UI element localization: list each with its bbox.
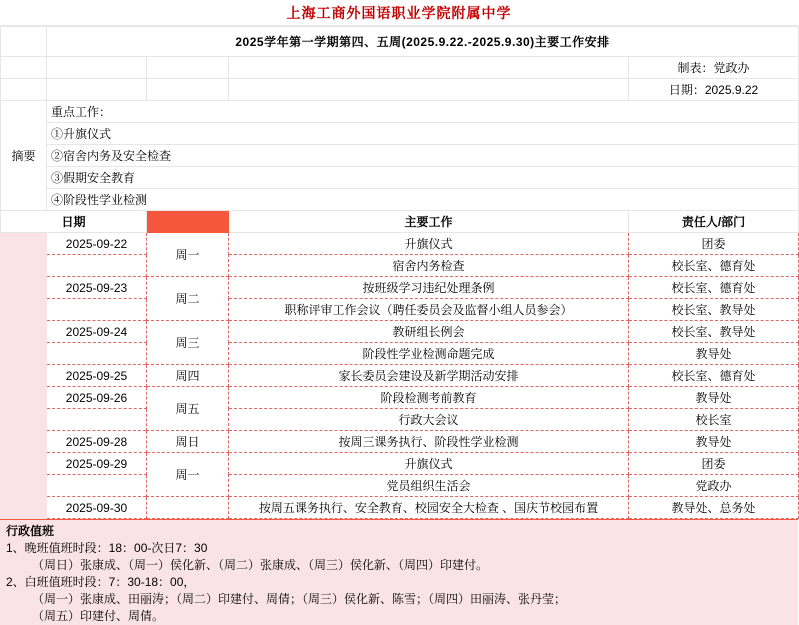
table-row xyxy=(1,431,799,453)
column-header-work: 主要工作 xyxy=(229,211,629,233)
row-gutter xyxy=(1,277,47,299)
table-row xyxy=(1,299,799,321)
duty-line: （周日）张康成、（周一）侯化新、（周二）张康成、（周三）侯化新、（周四）印建付。 xyxy=(32,558,489,572)
cell-owner: 校长室、德育处 xyxy=(629,365,799,387)
spacer-cell xyxy=(1,79,47,101)
cell-week: 周五 xyxy=(147,387,229,431)
cell-date xyxy=(47,255,147,277)
cell-week: 周一 xyxy=(147,453,229,497)
abstract-row-3 xyxy=(1,145,799,167)
cell-owner: 党政办 xyxy=(629,475,799,497)
column-header-spacer xyxy=(147,211,229,233)
table-row xyxy=(1,453,799,475)
duty-line: （周五）印建付、周倩。 xyxy=(32,609,165,623)
cell-work: 升旗仪式 xyxy=(229,453,629,475)
table-row xyxy=(1,387,799,409)
row-gutter xyxy=(1,475,47,497)
cell-date xyxy=(47,475,147,497)
abstract-line: 重点工作： xyxy=(47,101,799,123)
row-gutter xyxy=(1,343,47,365)
row-gutter xyxy=(1,365,47,387)
cell-week: 周四 xyxy=(147,365,229,387)
abstract-label: 摘要 xyxy=(1,101,47,211)
cell-work: 宿舍内务检查 xyxy=(229,255,629,277)
spacer-cell xyxy=(147,57,229,79)
cell-work: 行政大会议 xyxy=(229,409,629,431)
cell-owner: 校长室、教导处 xyxy=(629,321,799,343)
cell-date: 2025-09-30 xyxy=(47,497,147,519)
table-row xyxy=(1,475,799,497)
school-title-bar xyxy=(0,0,798,26)
spacer-cell xyxy=(229,79,629,101)
cell-date: 2025-09-25 xyxy=(47,365,147,387)
cell-work: 按班级学习违纪处理条例 xyxy=(229,277,629,299)
row-gutter xyxy=(1,233,47,255)
page-title: 上海工商外国语职业学院附属中学 xyxy=(286,4,512,21)
spacer-cell xyxy=(1,57,47,79)
cell-date: 2025-09-23 xyxy=(47,277,147,299)
cell-date: 2025-09-28 xyxy=(47,431,147,453)
duty-line: 1、晚班值班时段：18：00-次日7：30 xyxy=(6,541,208,555)
spacer-cell xyxy=(1,27,47,57)
row-gutter xyxy=(1,321,47,343)
table-row xyxy=(1,255,799,277)
cell-work: 党员组织生活会 xyxy=(229,475,629,497)
meta-date: 日期：2025.9.22 xyxy=(629,79,799,101)
table-row xyxy=(1,233,799,255)
abstract-line: ②宿舍内务及安全检查 xyxy=(47,145,799,167)
cell-owner: 校长室、德育处 xyxy=(629,255,799,277)
cell-work: 阶段性学业检测命题完成 xyxy=(229,343,629,365)
cell-owner: 教导处 xyxy=(629,387,799,409)
cell-work: 家长委员会建设及新学期活动安排 xyxy=(229,365,629,387)
abstract-row-1 xyxy=(1,101,799,123)
row-gutter xyxy=(1,299,47,321)
table-row xyxy=(1,365,799,387)
cell-work: 教研组长例会 xyxy=(229,321,629,343)
row-gutter xyxy=(1,255,47,277)
cell-work: 按周五课务执行、安全教育、校园安全大检查 、国庆节校园布置 xyxy=(229,497,629,519)
abstract-row-4 xyxy=(1,167,799,189)
cell-date xyxy=(47,409,147,431)
cell-work: 升旗仪式 xyxy=(229,233,629,255)
column-header-owner: 责任人/部门 xyxy=(629,211,799,233)
table-row xyxy=(1,277,799,299)
schedule-table xyxy=(0,26,799,519)
subtitle-row xyxy=(1,27,799,57)
abstract-line: ④阶段性学业检测 xyxy=(47,189,799,211)
table-row xyxy=(1,497,799,519)
duty-heading: 行政值班 xyxy=(6,524,55,538)
cell-date xyxy=(47,299,147,321)
cell-owner: 校长室、教导处 xyxy=(629,299,799,321)
meta-row-2 xyxy=(1,79,799,101)
meta-row-1 xyxy=(1,57,799,79)
cell-date xyxy=(47,343,147,365)
cell-owner: 校长室 xyxy=(629,409,799,431)
duty-line: 2、白班值班时段：7：30-18：00， xyxy=(6,575,196,589)
column-header-date: 日期 xyxy=(1,211,147,233)
row-gutter xyxy=(1,453,47,475)
cell-week: 周三 xyxy=(147,321,229,365)
cell-work: 按周三课务执行、阶段性学业检测 xyxy=(229,431,629,453)
abstract-row-2 xyxy=(1,123,799,145)
cell-date: 2025-09-24 xyxy=(47,321,147,343)
row-gutter xyxy=(1,431,47,453)
table-row xyxy=(1,409,799,431)
spacer-cell xyxy=(147,79,229,101)
row-gutter xyxy=(1,409,47,431)
cell-week xyxy=(147,497,229,519)
cell-date: 2025-09-22 xyxy=(47,233,147,255)
duty-section xyxy=(0,519,798,625)
cell-owner: 团委 xyxy=(629,453,799,475)
row-gutter xyxy=(1,497,47,519)
table-header-row xyxy=(1,211,799,233)
row-gutter xyxy=(1,387,47,409)
cell-owner: 教导处、总务处 xyxy=(629,497,799,519)
spacer-cell xyxy=(229,57,629,79)
cell-owner: 教导处 xyxy=(629,343,799,365)
cell-date: 2025-09-26 xyxy=(47,387,147,409)
cell-week: 周日 xyxy=(147,431,229,453)
abstract-row-5 xyxy=(1,189,799,211)
cell-owner: 校长室、德育处 xyxy=(629,277,799,299)
duty-line: （周一）张康成、田丽涛；（周二）印建付、周倩；（周三）侯化新、陈雪；（周四）田丽涛、张丹莹； xyxy=(32,592,567,606)
cell-owner: 教导处 xyxy=(629,431,799,453)
spacer-cell xyxy=(47,79,147,101)
table-row xyxy=(1,321,799,343)
cell-owner: 团委 xyxy=(629,233,799,255)
sheet-subtitle: 2025学年第一学期第四、五周(2025.9.22.-2025.9.30)主要工作安排 xyxy=(47,27,799,57)
abstract-line: ①升旗仪式 xyxy=(47,123,799,145)
table-row xyxy=(1,343,799,365)
spacer-cell xyxy=(47,57,147,79)
cell-date: 2025-09-29 xyxy=(47,453,147,475)
cell-week: 周一 xyxy=(147,233,229,277)
meta-maker: 制表：党政办 xyxy=(629,57,799,79)
abstract-line: ③假期安全教育 xyxy=(47,167,799,189)
cell-week: 周二 xyxy=(147,277,229,321)
cell-work: 职称评审工作会议（聘任委员会及监督小组人员参会） xyxy=(229,299,629,321)
cell-work: 阶段检测考前教育 xyxy=(229,387,629,409)
